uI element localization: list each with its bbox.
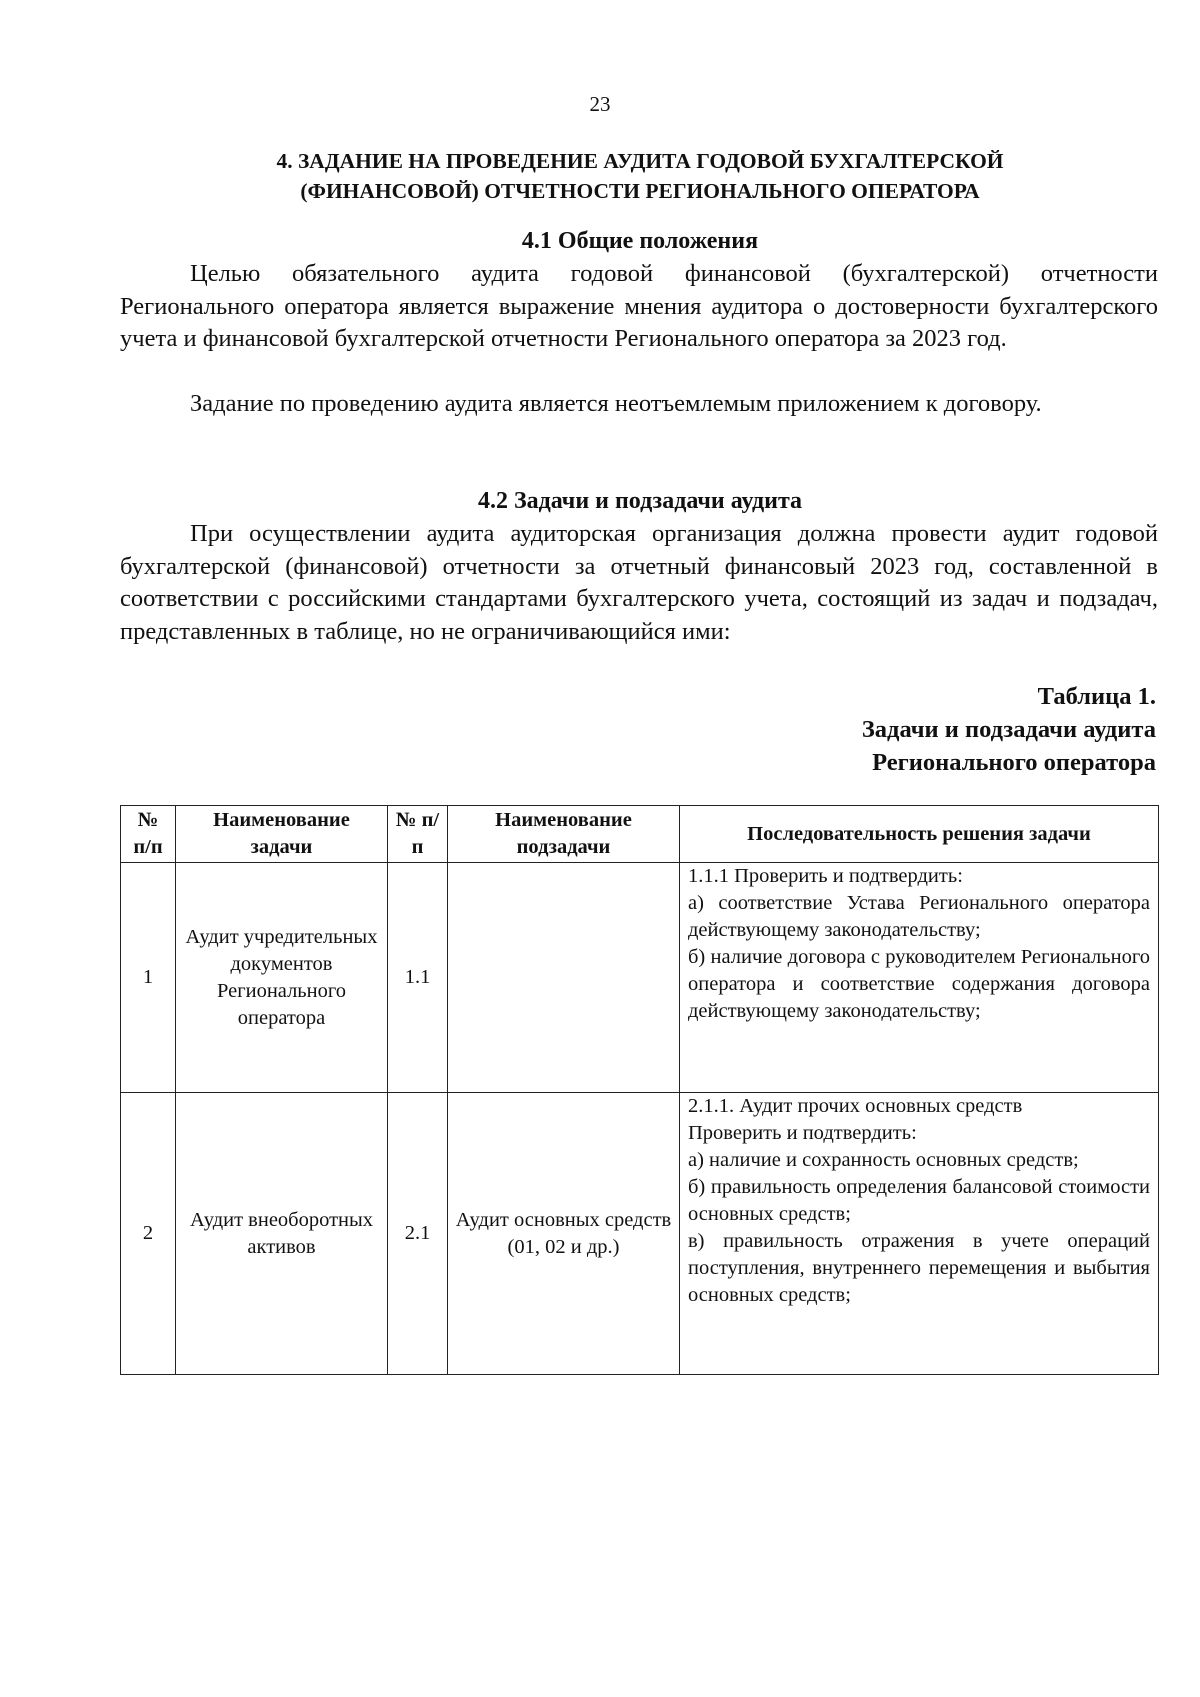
- table-caption-title-line-2: Регионального оператора: [872, 749, 1156, 776]
- row-1-num: 1: [121, 863, 176, 1093]
- table-row: [121, 863, 1159, 1093]
- header-task-name: Наименование задачи: [176, 806, 388, 863]
- row-1-sequence-item: б) наличие договора с руководителем Регионального оператора и соответствие содержания договора действующему законодательству;: [688, 946, 1150, 1022]
- row-1-sequence: [680, 863, 1159, 1093]
- table-caption-number: Таблица 1.: [1037, 683, 1156, 710]
- header-sequence: Последовательность решения задачи: [680, 806, 1159, 863]
- chapter-title: [120, 146, 1160, 206]
- chapter-title-line-1: 4. ЗАДАНИЕ НА ПРОВЕДЕНИЕ АУДИТА ГОДОВОЙ БУХГАЛТЕРСКОЙ: [276, 149, 1004, 173]
- row-1-sequence-item: 1.1.1 Проверить и подтвердить:: [688, 865, 963, 887]
- row-2-sequence-item: 2.1.1. Аудит прочих основных средств: [688, 1095, 1023, 1117]
- row-1-sequence-item: а) соответствие Устава Регионального оператора действующему законодательству;: [688, 892, 1150, 941]
- section-4-2-paragraph-1: При осуществлении аудита аудиторская организация должна провести аудит годовой бухгалтерской (финансовой) отчетности за отчетный финансовый 2023 год, составленной в соответствии с российскими стандартами бухгалтерского учета, состоящий из задач и подзадач, представленных в таблице, но не ограничивающийся ими:: [120, 520, 1158, 645]
- section-4-1-paragraph-2: Задание по проведению аудита является неотъемлемым приложением к договору.: [190, 390, 1042, 417]
- row-1-sub-num: 1.1: [388, 863, 448, 1093]
- header-sub-num: № п/п: [388, 806, 448, 863]
- chapter-title-line-2: (ФИНАНСОВОЙ) ОТЧЕТНОСТИ РЕГИОНАЛЬНОГО ОПЕРАТОРА: [300, 179, 980, 203]
- row-2-sequence: [680, 1093, 1159, 1375]
- row-2-sub-num: 2.1: [388, 1093, 448, 1375]
- page-number: 23: [589, 92, 611, 116]
- header-subtask-name: Наименование подзадачи: [448, 806, 680, 863]
- table-header-row: [121, 806, 1159, 863]
- section-4-1-paragraph-1: Целью обязательного аудита годовой финансовой (бухгалтерской) отчетности Регионального оператора является выражение мнения аудитора о достоверности бухгалтерского учета и финансовой бухгалтерской отчетности Регионального оператора за 2023 год.: [120, 260, 1158, 352]
- row-2-task-name: Аудит внеоборотных активов: [176, 1093, 388, 1375]
- section-4-1-heading: 4.1 Общие положения: [521, 228, 759, 254]
- row-2-sequence-item: б) правильность определения балансовой стоимости основных средств;: [688, 1176, 1150, 1225]
- row-1-task-name: Аудит учредительных документов Регионального оператора: [176, 863, 388, 1093]
- section-4-2-heading: 4.2 Задачи и подзадачи аудита: [477, 488, 803, 514]
- table-caption-title-line-1: Задачи и подзадачи аудита: [861, 716, 1156, 743]
- row-2-num: 2: [121, 1093, 176, 1375]
- row-2-sequence-item: в) правильность отражения в учете операций поступления, внутреннего перемещения и выбытия основных средств;: [688, 1230, 1150, 1306]
- row-2-sequence-item: а) наличие и сохранность основных средств;: [688, 1149, 1079, 1171]
- row-1-subtask-name: [448, 863, 680, 1093]
- audit-tasks-table: [120, 805, 1159, 1375]
- table-caption: [862, 680, 1156, 779]
- table-row: [121, 1093, 1159, 1375]
- row-2-subtask-name: Аудит основных средств (01, 02 и др.): [448, 1093, 680, 1375]
- row-2-sequence-item: Проверить и подтвердить:: [688, 1122, 917, 1144]
- header-num: № п/п: [121, 806, 176, 863]
